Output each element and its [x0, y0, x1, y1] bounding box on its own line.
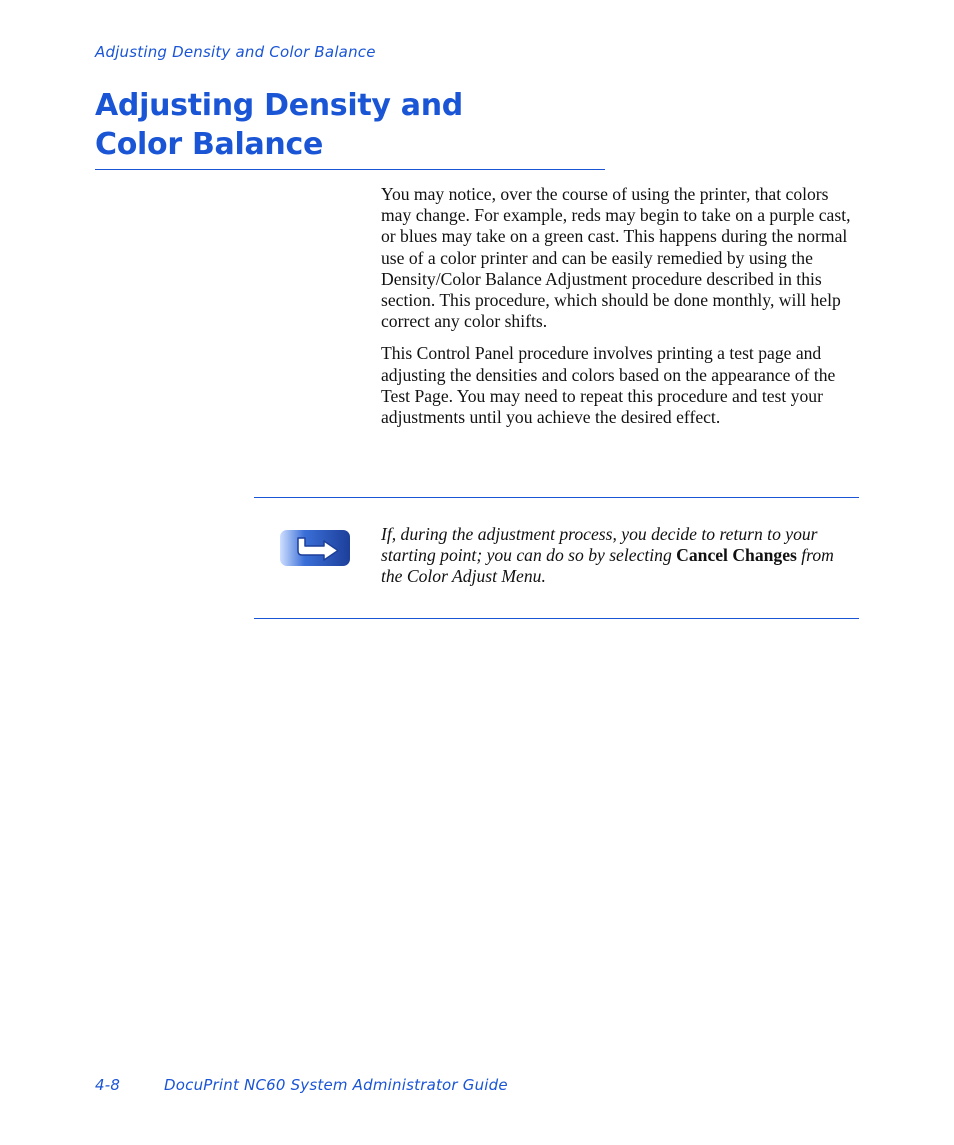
note-text-lead: If, during the adjustment process, you decide to return to your starting point; you can do so by selecting — [381, 524, 818, 566]
body-text — [381, 184, 859, 439]
footer-guide-title: DocuPrint NC60 System Administrator Guide — [164, 1076, 508, 1094]
note-arrow-icon — [280, 529, 350, 567]
body-paragraph-2: This Control Panel procedure involves printing a test page and adjusting the densities and colors based on the appearance of the Test Page. You may need to repeat this procedure and test your adjustments until you achieve the desired effect. — [381, 343, 836, 428]
footer-page-number: 4-8 — [95, 1076, 121, 1094]
note-divider-bottom — [254, 618, 859, 619]
body-paragraph-1: You may notice, over the course of using the printer, that colors may change. For example, reds may begin to take on a purple cast, or blues may take on a green cast. This happens during the normal use of a color printer and can be easily remedied by using the Density/Color Balance Adjustment procedure described in this section. This procedure, which should be done monthly, will help correct any color shifts. — [381, 184, 851, 332]
cancel-changes-label: Cancel Changes — [676, 545, 797, 566]
page-title-line-1: Adjusting Density and — [95, 88, 463, 123]
page-title — [95, 86, 615, 164]
page-title-line-2: Color Balance — [95, 127, 323, 162]
running-header: Adjusting Density and Color Balance — [95, 43, 376, 61]
note-text-tail: from the Color Adjust Menu. — [381, 545, 834, 587]
title-divider — [95, 169, 605, 170]
note-divider-top — [254, 497, 859, 498]
note-text — [381, 524, 859, 588]
